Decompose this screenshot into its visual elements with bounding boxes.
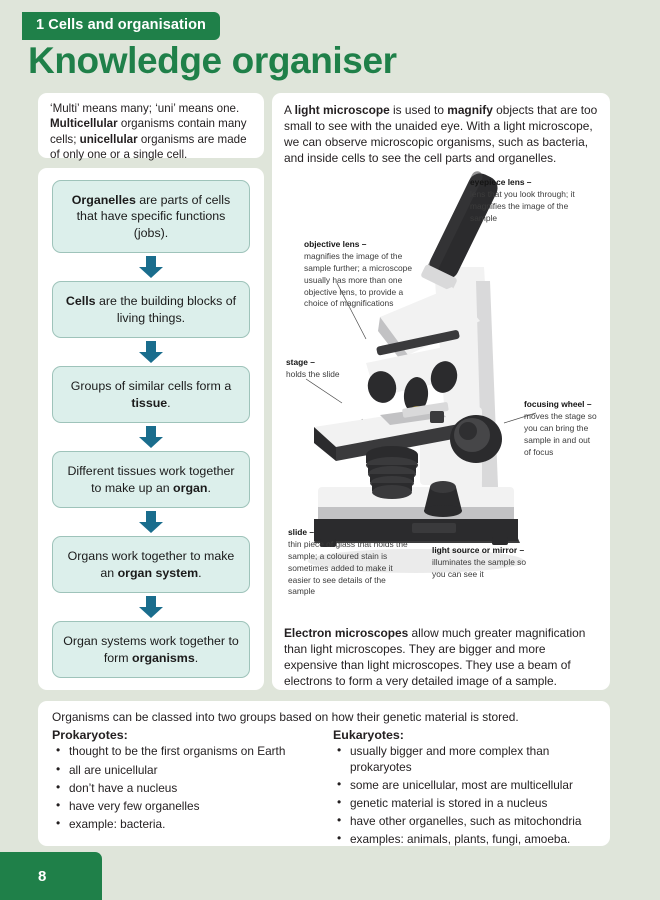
- list-item: • some are unicellular, most are multicellular: [333, 778, 596, 794]
- callout-slide: [288, 527, 412, 599]
- flow-arrow-2-icon: [136, 341, 166, 363]
- flow-step-3-post: .: [167, 395, 171, 410]
- flow-step-5-bold: organ system: [117, 565, 199, 580]
- callout-stage: [286, 357, 368, 381]
- flow-step-6-pre: Organ systems work together to form: [63, 634, 239, 665]
- page-title: Knowledge organiser: [28, 40, 397, 81]
- flow-arrow-4-icon: [136, 511, 166, 533]
- flow-step-1-text: are parts of cells that have specific functions (jobs).: [76, 193, 231, 240]
- callout-eyepiece-title: eyepiece lens –: [470, 176, 532, 187]
- chapter-tab: 1 Cells and organisation: [22, 12, 220, 40]
- flow-step-5-pre: Organs work together to make an: [67, 549, 235, 580]
- prokaryotes-column: [52, 728, 315, 850]
- flow-step-3-pre: Groups of similar cells form a: [70, 379, 232, 394]
- flow-step-cells: [52, 281, 250, 338]
- flow-step-organisms: [52, 621, 250, 678]
- flow-arrow-3-icon: [136, 426, 166, 448]
- flow-step-4-post: .: [207, 480, 211, 495]
- organisation-flowchart-card: [38, 168, 264, 690]
- intro-paragraph: [50, 101, 252, 163]
- term-electron-microscopes: Electron microscopes: [284, 625, 409, 640]
- callout-focusing-wheel: [524, 399, 598, 459]
- list-item: • thought to be the first organisms on Earth: [52, 744, 315, 760]
- intro-text-1: organisms contain many cells;: [50, 117, 247, 146]
- flow-step-1-bold: Organelles: [71, 193, 136, 208]
- list-item: • example: bacteria.: [52, 817, 315, 833]
- electron-microscope-paragraph: [284, 626, 598, 690]
- intro-term-unicellular: unicellular: [79, 132, 138, 146]
- eukaryotes-heading: Eukaryotes:: [333, 728, 404, 743]
- callout-stage-title: stage –: [286, 356, 315, 367]
- callout-slide-body: thin piece of glass that holds the sample; a coloured stain is sometimes added to make it easier to see details of the sample: [288, 538, 408, 597]
- list-item: • don’t have a nucleus: [52, 781, 315, 797]
- callout-stage-body: holds the slide: [286, 368, 340, 379]
- list-item: • usually bigger and more complex than prokaryotes: [333, 744, 596, 775]
- callout-light-source-title: light source or mirror –: [432, 544, 525, 555]
- classification-lead-text: Organisms can be classed into two groups based on how their genetic material is stored.: [52, 710, 519, 724]
- list-item: • genetic material is stored in a nucleus: [333, 796, 596, 812]
- eukaryotes-list: [333, 744, 596, 847]
- callout-eyepiece-lens: [470, 177, 588, 225]
- list-item: • all are unicellular: [52, 763, 315, 779]
- term-light-microscope: light microscope: [294, 103, 390, 117]
- list-item: • have other organelles, such as mitochondria: [333, 814, 596, 830]
- flow-step-organ-system: [52, 536, 250, 593]
- callout-focusing-wheel-body: moves the stage so you can bring the sample in and out of focus: [524, 410, 597, 457]
- flow-arrow-5-icon: [136, 596, 166, 618]
- light-microscope-card: [272, 93, 610, 690]
- callout-light-source-body: illuminates the sample so you can see it: [432, 556, 527, 579]
- intro-term-multicellular: Multicellular: [50, 117, 118, 131]
- callout-objective-title: objective lens –: [304, 238, 367, 249]
- micro-intro-d: objects that are too small to see with the unaided eye. With a light microscope, we can observe microscopic organisms, such as bacteria, and inside cells to see the cell parts and organelles.: [284, 103, 598, 165]
- callout-eyepiece-body: lens that you look through; it magnifies the image of the sample: [470, 188, 575, 223]
- flow-step-4-bold: organ: [173, 480, 208, 495]
- flow-step-2-text: are the building blocks of living things.: [95, 294, 237, 325]
- flow-step-3-bold: tissue: [131, 395, 168, 410]
- callout-light-source: [432, 545, 538, 581]
- flow-step-organ: [52, 451, 250, 508]
- flow-step-5-post: .: [198, 565, 202, 580]
- prokaryotes-list: [52, 744, 315, 832]
- intro-text-2: organisms are made of only one or a single cell.: [50, 132, 247, 162]
- intro-definition-card: [38, 93, 264, 162]
- micro-intro-c: is used to: [389, 103, 448, 117]
- electron-text: allow much greater magnification than light microscopes. They are bigger and more expensive than light microscopes. They use a beam of electrons to form a very detailed image of a sample.: [284, 625, 586, 688]
- intro-line-1: ‘Multi’ means many; ‘uni’ means one.: [50, 102, 240, 115]
- list-item: • have very few organelles: [52, 799, 315, 815]
- flow-arrow-1-icon: [136, 256, 166, 278]
- flow-step-organelles: [52, 180, 250, 253]
- microscope-diagram: [284, 171, 598, 626]
- flow-step-6-bold: organisms: [132, 650, 195, 665]
- callout-objective-lens: [304, 239, 424, 311]
- micro-intro-a: A: [284, 103, 295, 117]
- callout-objective-body: magnifies the image of the sample further; a microscope usually has more than one objective lens, to provide a choice of magnifications: [304, 250, 412, 309]
- flow-step-4-pre: Different tissues work together to make up an: [67, 464, 235, 495]
- microscope-intro-paragraph: [284, 103, 598, 167]
- callout-focusing-wheel-title: focusing wheel –: [524, 398, 592, 409]
- prokaryotes-eukaryotes-card: [38, 701, 610, 846]
- term-magnify: magnify: [447, 103, 493, 117]
- list-item: • examples: animals, plants, fungi, amoeba.: [333, 832, 596, 848]
- flow-step-6-post: .: [194, 650, 199, 665]
- page-number: 8: [38, 867, 47, 885]
- eukaryotes-column: [333, 728, 596, 850]
- flow-step-tissue: [52, 366, 250, 423]
- prokaryotes-heading: Prokaryotes:: [52, 728, 128, 743]
- callout-slide-title: slide –: [288, 526, 315, 537]
- page-number-footer: [0, 852, 102, 900]
- flow-step-2-bold: Cells: [65, 294, 96, 309]
